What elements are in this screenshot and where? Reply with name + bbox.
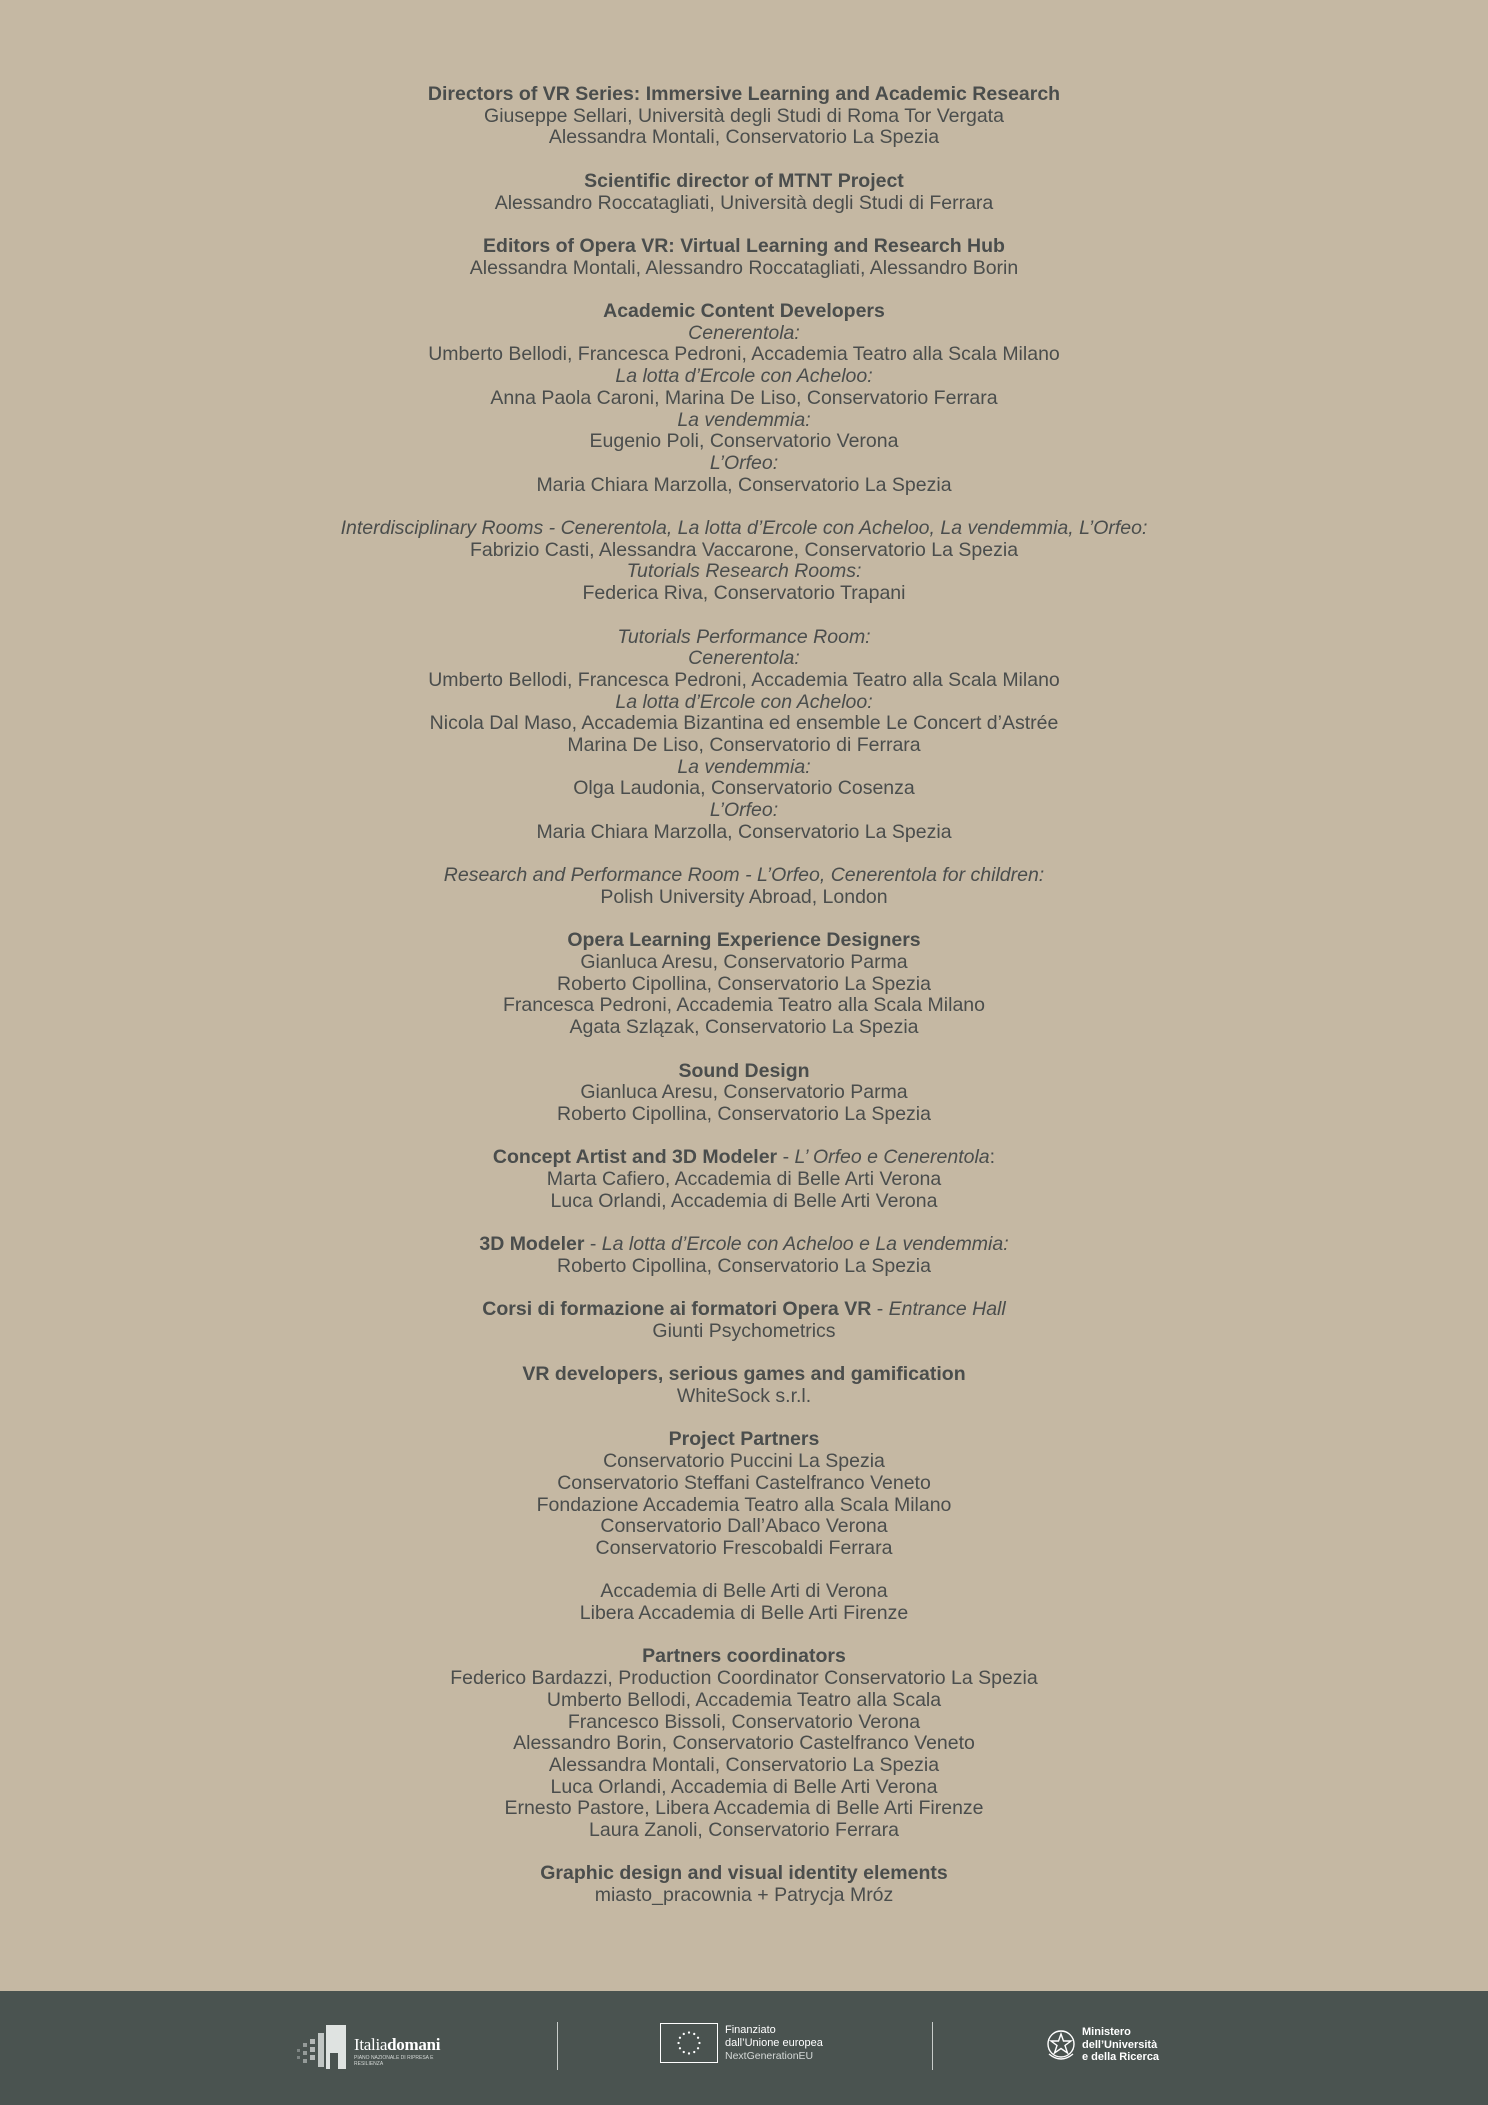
credit-subheading-text: Tutorials Performance Room: <box>617 625 871 648</box>
credit-subheading-text: L’Orfeo: <box>709 451 779 474</box>
credit-line <box>0 1386 1488 1408</box>
credit-text: Maria Chiara Marzolla, Conservatorio La Spezia <box>536 473 952 496</box>
credit-subheading-text: Interdisciplinary Rooms - Cenerentola, La lotta d’Ercole con Acheloo, La vendemmia, L’Orfeo: <box>340 517 1148 539</box>
credit-text: Olga Laudonia, Conservatorio Cosenza <box>573 777 915 800</box>
credit-line <box>0 1147 1488 1169</box>
credit-heading-text: Directors of VR Series: Immersive Learning and Academic Research <box>427 83 1061 105</box>
credit-heading-text: Scientific director of MTNT Project <box>584 169 904 192</box>
eu-funding-text <box>725 2024 823 2063</box>
credit-line <box>0 735 1488 757</box>
credit-subheading-text: L’Orfeo: <box>709 799 779 822</box>
credit-heading-text: Academic Content Developers <box>603 299 885 322</box>
footer-divider <box>557 2022 558 2070</box>
credit-block <box>0 627 1488 844</box>
eu-star-icon <box>698 2042 700 2044</box>
credit-line <box>0 258 1488 280</box>
credit-text: Eugenio Poli, Conservatorio Verona <box>589 430 899 453</box>
ministry-logo <box>1045 2024 1185 2068</box>
eu-funding-logo <box>660 2023 860 2067</box>
mur-line-3: e della Ricerca <box>1082 2051 1160 2063</box>
credit-text: - <box>777 1146 795 1169</box>
credit-text: Alessandro Roccatagliati, Università degli Studi di Ferrara <box>494 191 994 214</box>
credit-line <box>0 1885 1488 1907</box>
credit-text: Alessandra Montali, Alessandro Roccatagliati, Alessandro Borin <box>469 256 1019 279</box>
credit-text: Luca Orlandi, Accademia di Belle Arti Verona <box>550 1775 938 1798</box>
credit-text: Anna Paola Caroni, Marina De Liso, Conservatorio Ferrara <box>490 386 998 409</box>
credit-subheading-text: Cenerentola: <box>688 647 800 670</box>
credit-line <box>0 1169 1488 1191</box>
eu-star-icon <box>679 2037 681 2039</box>
mur-line-2: dell’Università <box>1082 2038 1158 2051</box>
credit-subheading-text: Tutorials Research Rooms: <box>626 560 862 583</box>
eu-line-1: Finanziato <box>725 2024 776 2036</box>
credit-heading-text: Sound Design <box>678 1059 810 1082</box>
credit-line <box>0 1061 1488 1083</box>
credits-list <box>0 84 1488 1929</box>
eu-star-icon <box>688 2052 690 2054</box>
credit-line <box>0 106 1488 128</box>
credit-text: Marina De Liso, Conservatorio di Ferrara <box>567 734 921 757</box>
credit-subheading-text: La lotta d’Ercole con Acheloo: <box>615 690 873 713</box>
credit-heading-text: Concept Artist and 3D Modeler <box>492 1146 778 1169</box>
credit-line <box>0 431 1488 453</box>
funding-footer <box>0 1991 1488 2105</box>
credit-line <box>0 627 1488 649</box>
credit-text: Gianluca Aresu, Conservatorio Parma <box>580 1081 908 1104</box>
credit-line <box>0 388 1488 410</box>
credit-heading-text: 3D Modeler <box>479 1233 585 1256</box>
credit-line <box>0 1538 1488 1560</box>
credit-block <box>0 171 1488 214</box>
credit-line <box>0 1082 1488 1104</box>
credit-spacer <box>0 1560 1488 1582</box>
credit-text: Alessandra Montali, Conservatorio La Spezia <box>548 126 940 149</box>
credit-line <box>0 171 1488 193</box>
credit-block <box>0 236 1488 279</box>
credit-line <box>0 1820 1488 1842</box>
credit-line <box>0 1473 1488 1495</box>
credit-text: Conservatorio Frescobaldi Ferrara <box>595 1536 893 1559</box>
eu-flag-icon <box>660 2023 718 2063</box>
credit-line <box>0 1646 1488 1668</box>
credit-line <box>0 1234 1488 1256</box>
ministry-text <box>1082 2026 1159 2064</box>
credit-line <box>0 1017 1488 1039</box>
credit-heading-text: Editors of Opera VR: Virtual Learning and Research Hub <box>483 234 1005 257</box>
credit-heading-text: Partners coordinators <box>642 1645 846 1668</box>
credit-line <box>0 344 1488 366</box>
credit-heading-text: Graphic design and visual identity elements <box>540 1862 948 1885</box>
credit-line <box>0 366 1488 388</box>
credit-line <box>0 1798 1488 1820</box>
credit-subheading-text: La lotta d’Ercole con Acheloo e La vendemmia: <box>601 1233 1009 1256</box>
credit-block <box>0 865 1488 908</box>
credit-line <box>0 1581 1488 1603</box>
credit-text: Roberto Cipollina, Conservatorio La Spezia <box>557 1254 931 1277</box>
credit-text: Fondazione Accademia Teatro alla Scala Milano <box>536 1493 952 1516</box>
credit-line <box>0 127 1488 149</box>
credit-block <box>0 1061 1488 1126</box>
credit-line <box>0 453 1488 475</box>
credit-block <box>0 1863 1488 1906</box>
credit-block <box>0 1646 1488 1841</box>
credit-text: Federica Riva, Conservatorio Trapani <box>582 582 906 605</box>
credit-line <box>0 800 1488 822</box>
credit-text: miasto_pracownia + Patrycja Mróz <box>594 1884 894 1907</box>
credit-subheading-text: Entrance Hall <box>888 1298 1006 1321</box>
credit-line <box>0 887 1488 909</box>
credit-subheading-text: L’ Orfeo e Cenerentola <box>794 1146 990 1169</box>
credit-line <box>0 583 1488 605</box>
credit-line <box>0 540 1488 562</box>
credit-line <box>0 778 1488 800</box>
credit-block <box>0 84 1488 149</box>
credit-text: Umberto Bellodi, Accademia Teatro alla Scala <box>546 1688 942 1711</box>
credit-line <box>0 1668 1488 1690</box>
credit-line <box>0 1755 1488 1777</box>
credit-line <box>0 1712 1488 1734</box>
credit-text: Alessandra Montali, Conservatorio La Spezia <box>548 1753 940 1776</box>
credit-text: Polish University Abroad, London <box>600 885 888 908</box>
eu-star-icon <box>688 2031 690 2033</box>
eu-star-icon <box>697 2047 699 2049</box>
credit-heading-text: Project Partners <box>668 1428 820 1451</box>
footer-divider <box>932 2022 933 2070</box>
credit-text: Conservatorio Dall’Abaco Verona <box>600 1515 888 1538</box>
credit-text: Federico Bardazzi, Production Coordinator Conservatorio La Spezia <box>450 1667 1038 1690</box>
credit-line <box>0 323 1488 345</box>
credit-line <box>0 865 1488 887</box>
credit-text: Laura Zanoli, Conservatorio Ferrara <box>589 1819 899 1842</box>
credit-line <box>0 193 1488 215</box>
credit-text: - <box>871 1298 889 1321</box>
credit-text: Roberto Cipollina, Conservatorio La Spezia <box>557 972 931 995</box>
eu-star-icon <box>679 2047 681 2049</box>
credit-line <box>0 1299 1488 1321</box>
credit-subheading-text: La vendemmia: <box>677 408 811 431</box>
credit-line <box>0 1364 1488 1386</box>
eu-star-icon <box>697 2037 699 2039</box>
credit-text: : <box>989 1146 996 1169</box>
credit-block <box>0 1234 1488 1277</box>
credit-subheading-text: La lotta d’Ercole con Acheloo: <box>615 365 873 388</box>
credit-text: Giunti Psychometrics <box>652 1319 836 1342</box>
credit-heading-text: Opera Learning Experience Designers <box>567 929 921 952</box>
credit-subheading-text: La vendemmia: <box>677 755 811 778</box>
credit-subheading-text: Cenerentola: <box>688 321 800 344</box>
credit-text: Roberto Cipollina, Conservatorio La Spezia <box>557 1102 931 1125</box>
credit-text: Libera Accademia di Belle Arti Firenze <box>579 1602 909 1624</box>
credit-line <box>0 822 1488 844</box>
credit-text: Agata Szlązak, Conservatorio La Spezia <box>569 1016 919 1039</box>
credit-line <box>0 692 1488 714</box>
credit-line <box>0 1429 1488 1451</box>
eu-line-3: NextGenerationEU <box>725 2050 814 2062</box>
credit-text: WhiteSock s.r.l. <box>676 1385 812 1407</box>
credit-line <box>0 561 1488 583</box>
credit-block <box>0 1364 1488 1407</box>
credit-text: Nicola Dal Maso, Accademia Bizantina ed ensemble Le Concert d’Astrée <box>429 712 1059 735</box>
credit-line <box>0 648 1488 670</box>
credit-heading-text: Corsi di formazione ai formatori Opera VR <box>482 1298 872 1321</box>
credit-line <box>0 236 1488 258</box>
italiadomani-subtitle: PIANO NAZIONALE DI RIPRESA E RESILIENZA <box>354 2055 434 2067</box>
credit-line <box>0 1191 1488 1213</box>
credit-text: Francesco Bissoli, Conservatorio Verona <box>567 1710 921 1733</box>
credit-block <box>0 930 1488 1039</box>
italian-emblem-icon <box>1045 2026 1077 2064</box>
eu-line-2: dall’Unione europea <box>725 2037 823 2049</box>
credit-block <box>0 301 1488 496</box>
credit-line <box>0 475 1488 497</box>
credit-line <box>0 84 1488 106</box>
credit-heading-text: VR developers, serious games and gamification <box>522 1363 966 1386</box>
credit-line <box>0 518 1488 540</box>
credit-line <box>0 1863 1488 1885</box>
credit-block <box>0 518 1488 605</box>
credit-line <box>0 952 1488 974</box>
credit-line <box>0 1516 1488 1538</box>
credit-block <box>0 1299 1488 1342</box>
credit-text: Luca Orlandi, Accademia di Belle Arti Verona <box>550 1189 938 1212</box>
credit-line <box>0 1104 1488 1126</box>
credit-line <box>0 1690 1488 1712</box>
credit-text: Umberto Bellodi, Francesca Pedroni, Accademia Teatro alla Scala Milano <box>428 343 1060 366</box>
credit-line <box>0 974 1488 996</box>
credit-block <box>0 1429 1488 1624</box>
credit-line <box>0 410 1488 432</box>
credit-line <box>0 1495 1488 1517</box>
credit-line <box>0 1451 1488 1473</box>
credit-text: Conservatorio Steffani Castelfranco Veneto <box>557 1471 931 1494</box>
credit-line <box>0 930 1488 952</box>
italiadomani-wordmark: Italiadomani <box>354 2035 441 2054</box>
credit-text: Maria Chiara Marzolla, Conservatorio La Spezia <box>536 820 952 843</box>
credit-line <box>0 1777 1488 1799</box>
credit-line <box>0 1603 1488 1625</box>
mur-line-1: Ministero <box>1082 2026 1131 2038</box>
credit-line <box>0 1321 1488 1343</box>
credit-subheading-text: Research and Performance Room - L’Orfeo, Cenerentola for children: <box>443 864 1045 887</box>
credit-text: Umberto Bellodi, Francesca Pedroni, Accademia Teatro alla Scala Milano <box>428 668 1060 691</box>
credit-line <box>0 301 1488 323</box>
credit-line <box>0 995 1488 1017</box>
credit-text: Giuseppe Sellari, Università degli Studi di Roma Tor Vergata <box>484 104 1004 127</box>
eu-star-icon <box>683 2033 685 2035</box>
credit-text: Accademia di Belle Arti di Verona <box>600 1580 888 1603</box>
credit-line <box>0 1733 1488 1755</box>
credit-line <box>0 713 1488 735</box>
credit-text: Fabrizio Casti, Alessandra Vaccarone, Conservatorio La Spezia <box>469 538 1019 561</box>
eu-star-icon <box>693 2033 695 2035</box>
eu-star-icon <box>693 2051 695 2053</box>
credit-text: Gianluca Aresu, Conservatorio Parma <box>580 951 908 974</box>
eu-star-icon <box>683 2051 685 2053</box>
italiadomani-logo <box>296 2021 456 2073</box>
italiadomani-icon <box>296 2023 348 2071</box>
credit-text: Ernesto Pastore, Libera Accademia di Belle Arti Firenze <box>504 1797 984 1820</box>
credit-line <box>0 670 1488 692</box>
credit-text: Alessandro Borin, Conservatorio Castelfranco Veneto <box>513 1732 975 1755</box>
credit-block <box>0 1147 1488 1212</box>
credit-line <box>0 757 1488 779</box>
credit-text: Francesca Pedroni, Accademia Teatro alla Scala Milano <box>503 994 985 1017</box>
credit-text: Conservatorio Puccini La Spezia <box>603 1450 885 1473</box>
eu-star-icon <box>677 2042 679 2044</box>
credit-text: Marta Cafiero, Accademia di Belle Arti Verona <box>546 1168 942 1191</box>
credit-line <box>0 1256 1488 1278</box>
credit-text: - <box>584 1233 602 1256</box>
